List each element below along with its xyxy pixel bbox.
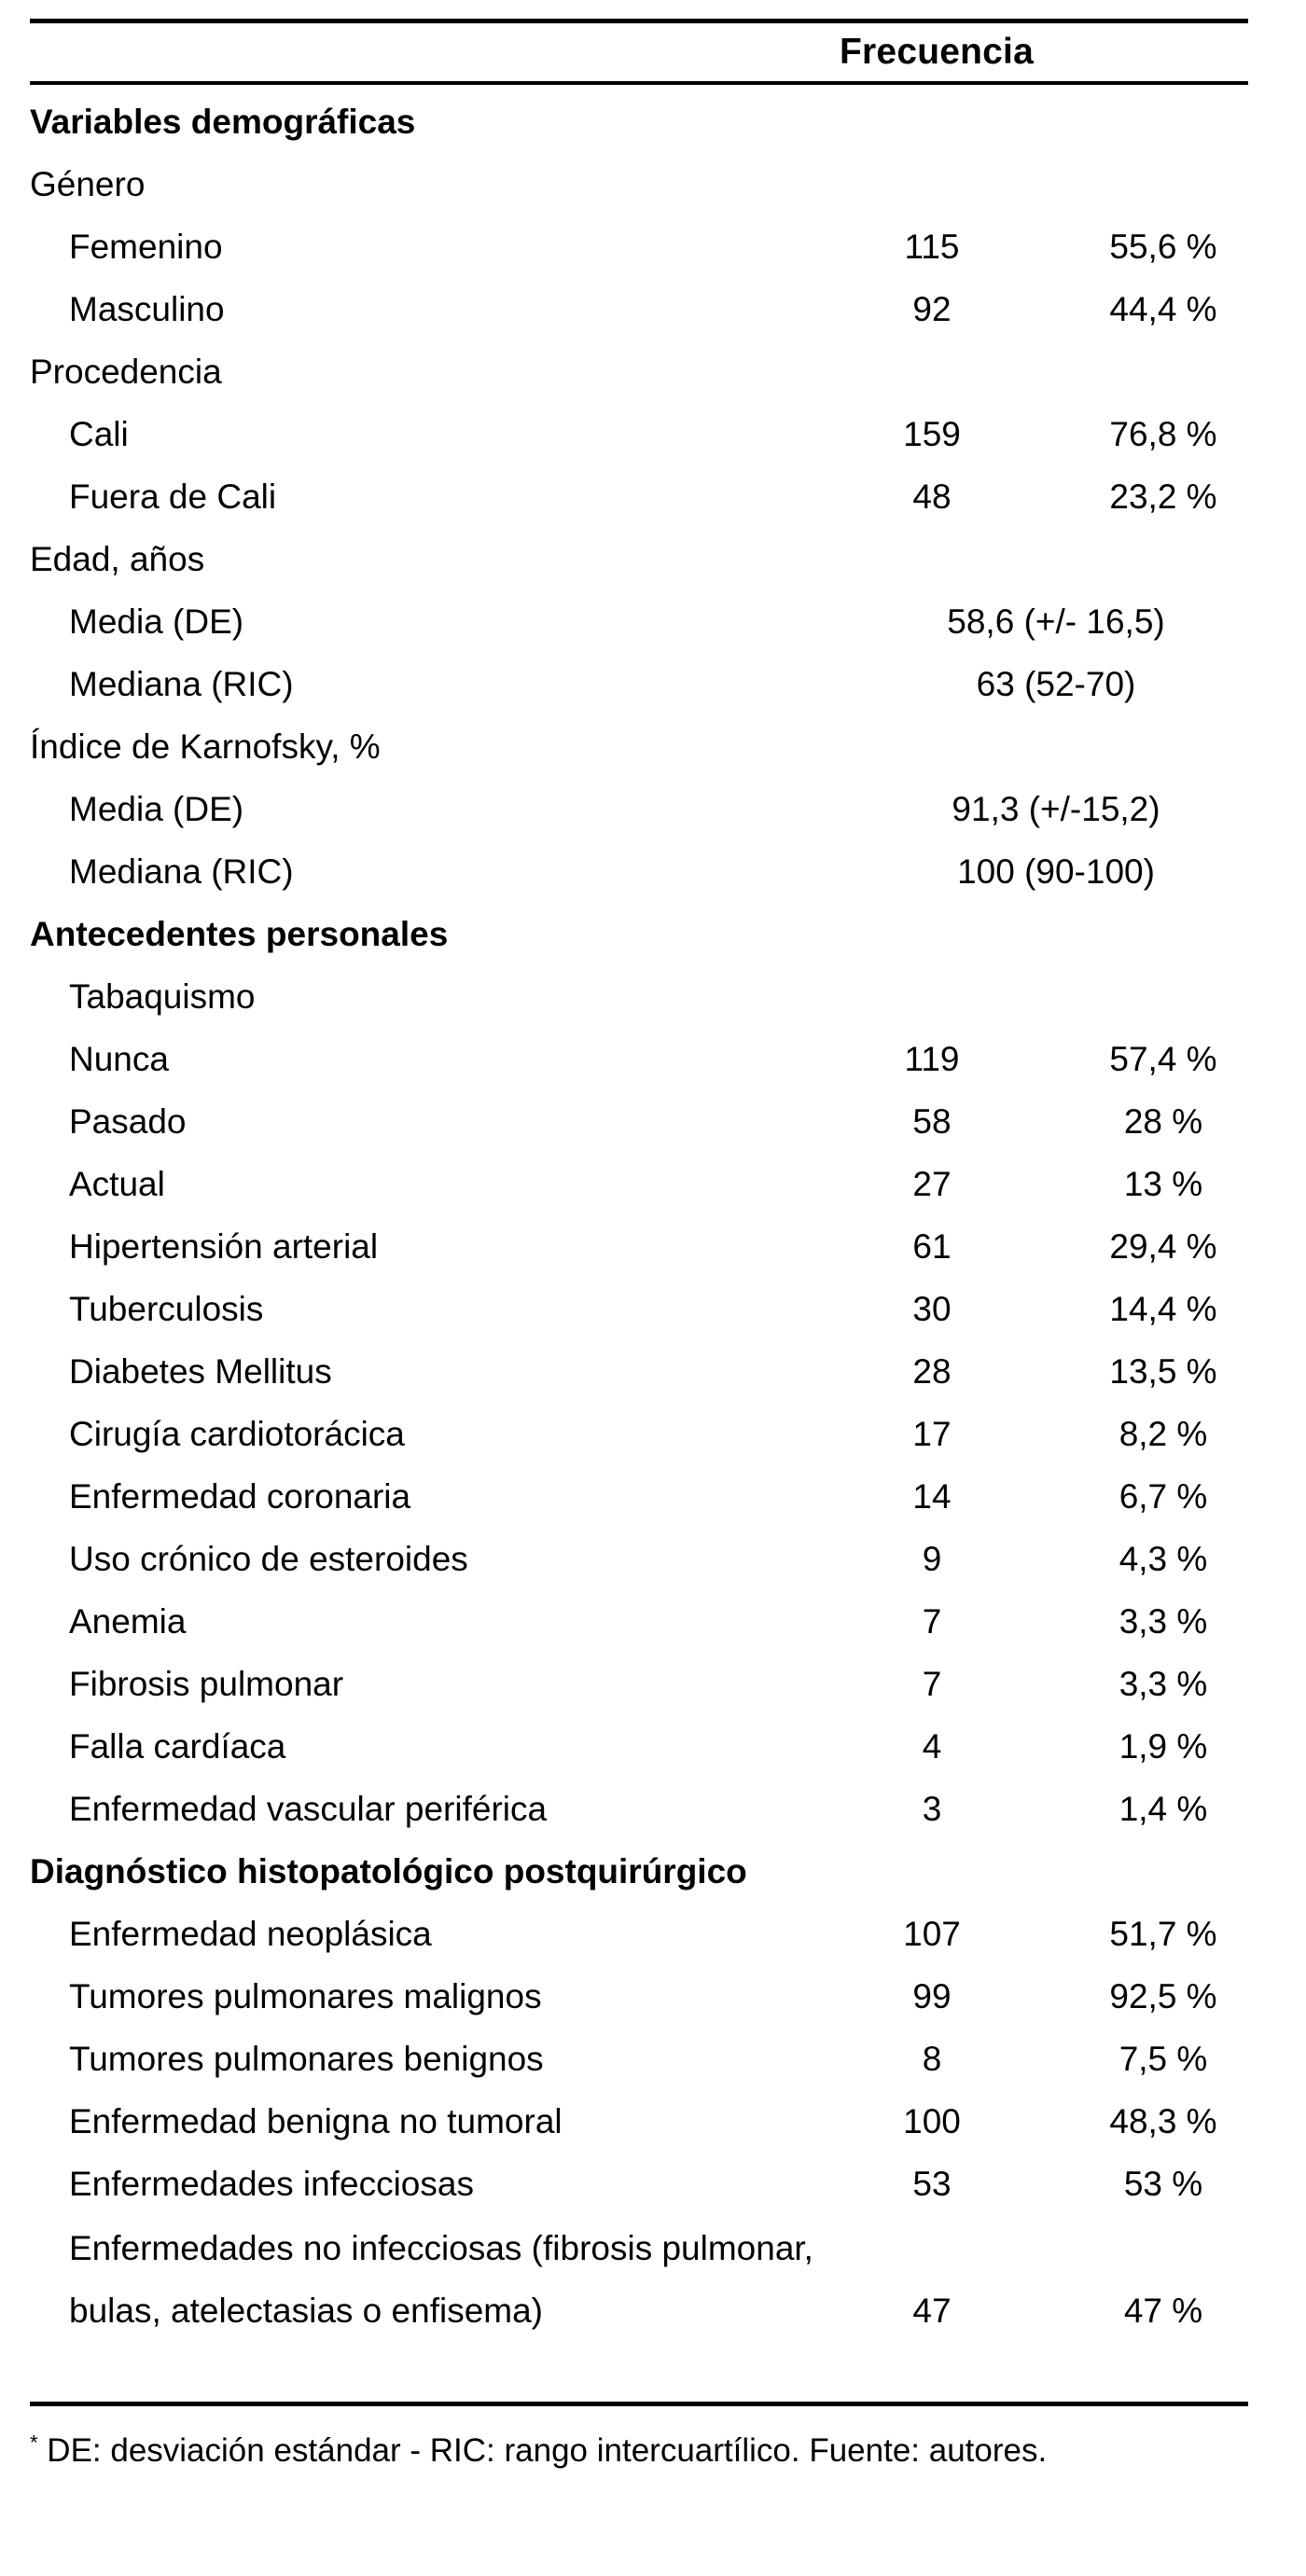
row-count-value: 7 — [922, 1602, 942, 1641]
row-count-value: 48 — [912, 478, 952, 516]
row-label: Antecedentes personales — [30, 915, 449, 953]
row-count-value: 8 — [922, 2040, 942, 2078]
row-label: Actual — [69, 1165, 165, 1203]
table-row — [30, 1715, 1248, 1778]
statistics-table — [30, 19, 1248, 2477]
row-count-value: 7 — [922, 1665, 942, 1703]
table-row — [30, 1403, 1248, 1465]
row-count-value: 4 — [922, 1727, 942, 1766]
row-span-value: 58,6 (+/- 16,5) — [947, 602, 1165, 641]
row-percent-value: 8,2 % — [1118, 1415, 1208, 1453]
row-count-value: 159 — [903, 415, 961, 453]
table-row — [30, 1903, 1248, 1965]
row-label: Cali — [69, 415, 129, 453]
table-header-row — [30, 23, 1248, 81]
row-label: Variables demográficas — [30, 103, 416, 141]
row-span-value: 63 (52-70) — [976, 665, 1136, 703]
row-label: Pasado — [69, 1102, 187, 1141]
table-row — [30, 528, 1248, 590]
row-label: Fuera de Cali — [69, 478, 277, 516]
row-count-value: 119 — [904, 1040, 960, 1078]
table-row — [30, 1028, 1248, 1090]
table-row — [30, 2090, 1248, 2153]
table-row — [30, 778, 1248, 840]
table-row — [30, 590, 1248, 653]
row-label: Enfermedad benigna no tumoral — [69, 2102, 563, 2140]
table-body — [30, 85, 1248, 2402]
row-label: Enfermedad coronaria — [69, 1477, 411, 1516]
header-frequency: Frecuencia — [840, 32, 1034, 72]
row-percent-value: 14,4 % — [1109, 1290, 1217, 1328]
table-row — [30, 1840, 1248, 1903]
row-label: Uso crónico de esteroides — [69, 1540, 468, 1578]
table-row — [30, 1590, 1248, 1653]
row-count-value: 53 — [912, 2165, 952, 2203]
row-count-value: 92 — [912, 290, 952, 328]
row-label: Tumores pulmonares benignos — [69, 2040, 544, 2078]
row-percent-value: 48,3 % — [1109, 2102, 1217, 2140]
footnote-marker-icon: * — [30, 2431, 38, 2455]
row-count-value: 61 — [912, 1227, 952, 1266]
row-count-value: 107 — [903, 1915, 961, 1953]
row-percent-value: 3,3 % — [1118, 1602, 1208, 1641]
row-label: Mediana (RIC) — [69, 852, 294, 891]
row-label: Tuberculosis — [69, 1290, 264, 1328]
row-percent-value: 57,4 % — [1109, 1040, 1217, 1078]
table-row — [30, 1778, 1248, 1840]
row-percent-value: 55,6 % — [1109, 228, 1217, 266]
row-label: Enfermedad vascular periférica — [69, 1790, 548, 1828]
table-row — [30, 2028, 1248, 2090]
row-label: Edad, años — [30, 540, 205, 578]
row-label: Media (DE) — [69, 790, 244, 828]
table-row — [30, 340, 1248, 403]
row-label: Enfermedades infecciosas — [69, 2165, 474, 2203]
table-footnote — [30, 2406, 1252, 2477]
row-percent-value: 51,7 % — [1109, 1915, 1217, 1953]
row-label: Enfermedad neoplásica — [69, 1915, 432, 1953]
row-count-value: 115 — [904, 228, 960, 266]
table-row — [30, 465, 1248, 528]
row-label: Hipertensión arterial — [69, 1227, 379, 1266]
table-row — [30, 840, 1248, 903]
row-label: Género — [30, 165, 146, 203]
row-percent-value: 13,5 % — [1109, 1352, 1217, 1391]
table-row — [30, 1278, 1248, 1340]
table-row — [30, 2153, 1248, 2215]
row-percent-value: 28 % — [1123, 1102, 1203, 1141]
row-label: Femenino — [69, 228, 223, 266]
row-label: Media (DE) — [69, 602, 244, 641]
row-label: Mediana (RIC) — [69, 665, 294, 703]
row-percent-value: 29,4 % — [1109, 1227, 1217, 1266]
table-row — [30, 90, 1248, 153]
row-percent-value: 23,2 % — [1109, 478, 1217, 516]
row-count-value: 100 — [903, 2102, 961, 2140]
row-label: Nunca — [69, 1040, 169, 1078]
row-percent-value: 1,4 % — [1118, 1790, 1208, 1828]
row-label: Masculino — [69, 290, 225, 328]
row-percent-value: 7,5 % — [1118, 2040, 1208, 2078]
row-span-value: 100 (90-100) — [957, 852, 1155, 891]
row-percent-value: 76,8 % — [1109, 415, 1217, 453]
row-percent-value: 47 % — [1123, 2292, 1203, 2330]
row-count-value: 30 — [912, 1290, 952, 1328]
row-label: Índice de Karnofsky, % — [30, 727, 381, 766]
row-label: Enfermedades no infecciosas (fibrosis pulmonar, bulas, atelectasias o enfisema) — [69, 2229, 813, 2330]
row-count-value: 99 — [912, 1977, 952, 2015]
footnote-text: DE: desviación estándar - RIC: rango intercuartílico. Fuente: autores. — [37, 2432, 1048, 2469]
table-row — [30, 2215, 1248, 2402]
row-percent-value: 4,3 % — [1118, 1540, 1208, 1578]
row-percent-value: 1,9 % — [1118, 1727, 1208, 1766]
table-row — [30, 153, 1248, 215]
row-count-value: 27 — [912, 1165, 952, 1203]
row-label: Tabaquismo — [69, 977, 256, 1016]
row-percent-value: 53 % — [1123, 2165, 1203, 2203]
table-row — [30, 1340, 1248, 1403]
row-percent-value: 44,4 % — [1109, 290, 1217, 328]
table-row — [30, 1528, 1248, 1590]
table-row — [30, 903, 1248, 965]
row-label: Tumores pulmonares malignos — [69, 1977, 542, 2015]
table-row — [30, 653, 1248, 715]
row-label: Diagnóstico histopatológico postquirúrgico — [30, 1852, 747, 1890]
table-row — [30, 403, 1248, 465]
table-row — [30, 215, 1248, 278]
table-row — [30, 965, 1248, 1028]
row-label: Diabetes Mellitus — [69, 1352, 332, 1391]
row-count-value: 28 — [912, 1352, 952, 1391]
row-percent-value: 6,7 % — [1118, 1477, 1208, 1516]
row-percent-value: 92,5 % — [1109, 1977, 1217, 2015]
row-count-value: 3 — [922, 1790, 942, 1828]
table-row — [30, 1653, 1248, 1715]
row-count-value: 47 — [912, 2292, 952, 2330]
row-span-value: 91,3 (+/-15,2) — [952, 790, 1160, 828]
table-row — [30, 278, 1248, 340]
table-row — [30, 1153, 1248, 1215]
table-row — [30, 1465, 1248, 1528]
table-row — [30, 1965, 1248, 2028]
row-count-value: 14 — [912, 1477, 952, 1516]
table-row — [30, 1090, 1248, 1153]
row-count-value: 9 — [922, 1540, 942, 1578]
row-label: Anemia — [69, 1602, 187, 1641]
row-label: Procedencia — [30, 353, 222, 391]
row-count-value: 17 — [912, 1415, 952, 1453]
table-row — [30, 1215, 1248, 1278]
row-label: Fibrosis pulmonar — [69, 1665, 344, 1703]
row-percent-value: 3,3 % — [1118, 1665, 1208, 1703]
table-row — [30, 715, 1248, 778]
row-label: Falla cardíaca — [69, 1727, 286, 1766]
row-percent-value: 13 % — [1123, 1165, 1203, 1203]
row-label: Cirugía cardiotorácica — [69, 1415, 405, 1453]
row-count-value: 58 — [912, 1102, 952, 1141]
